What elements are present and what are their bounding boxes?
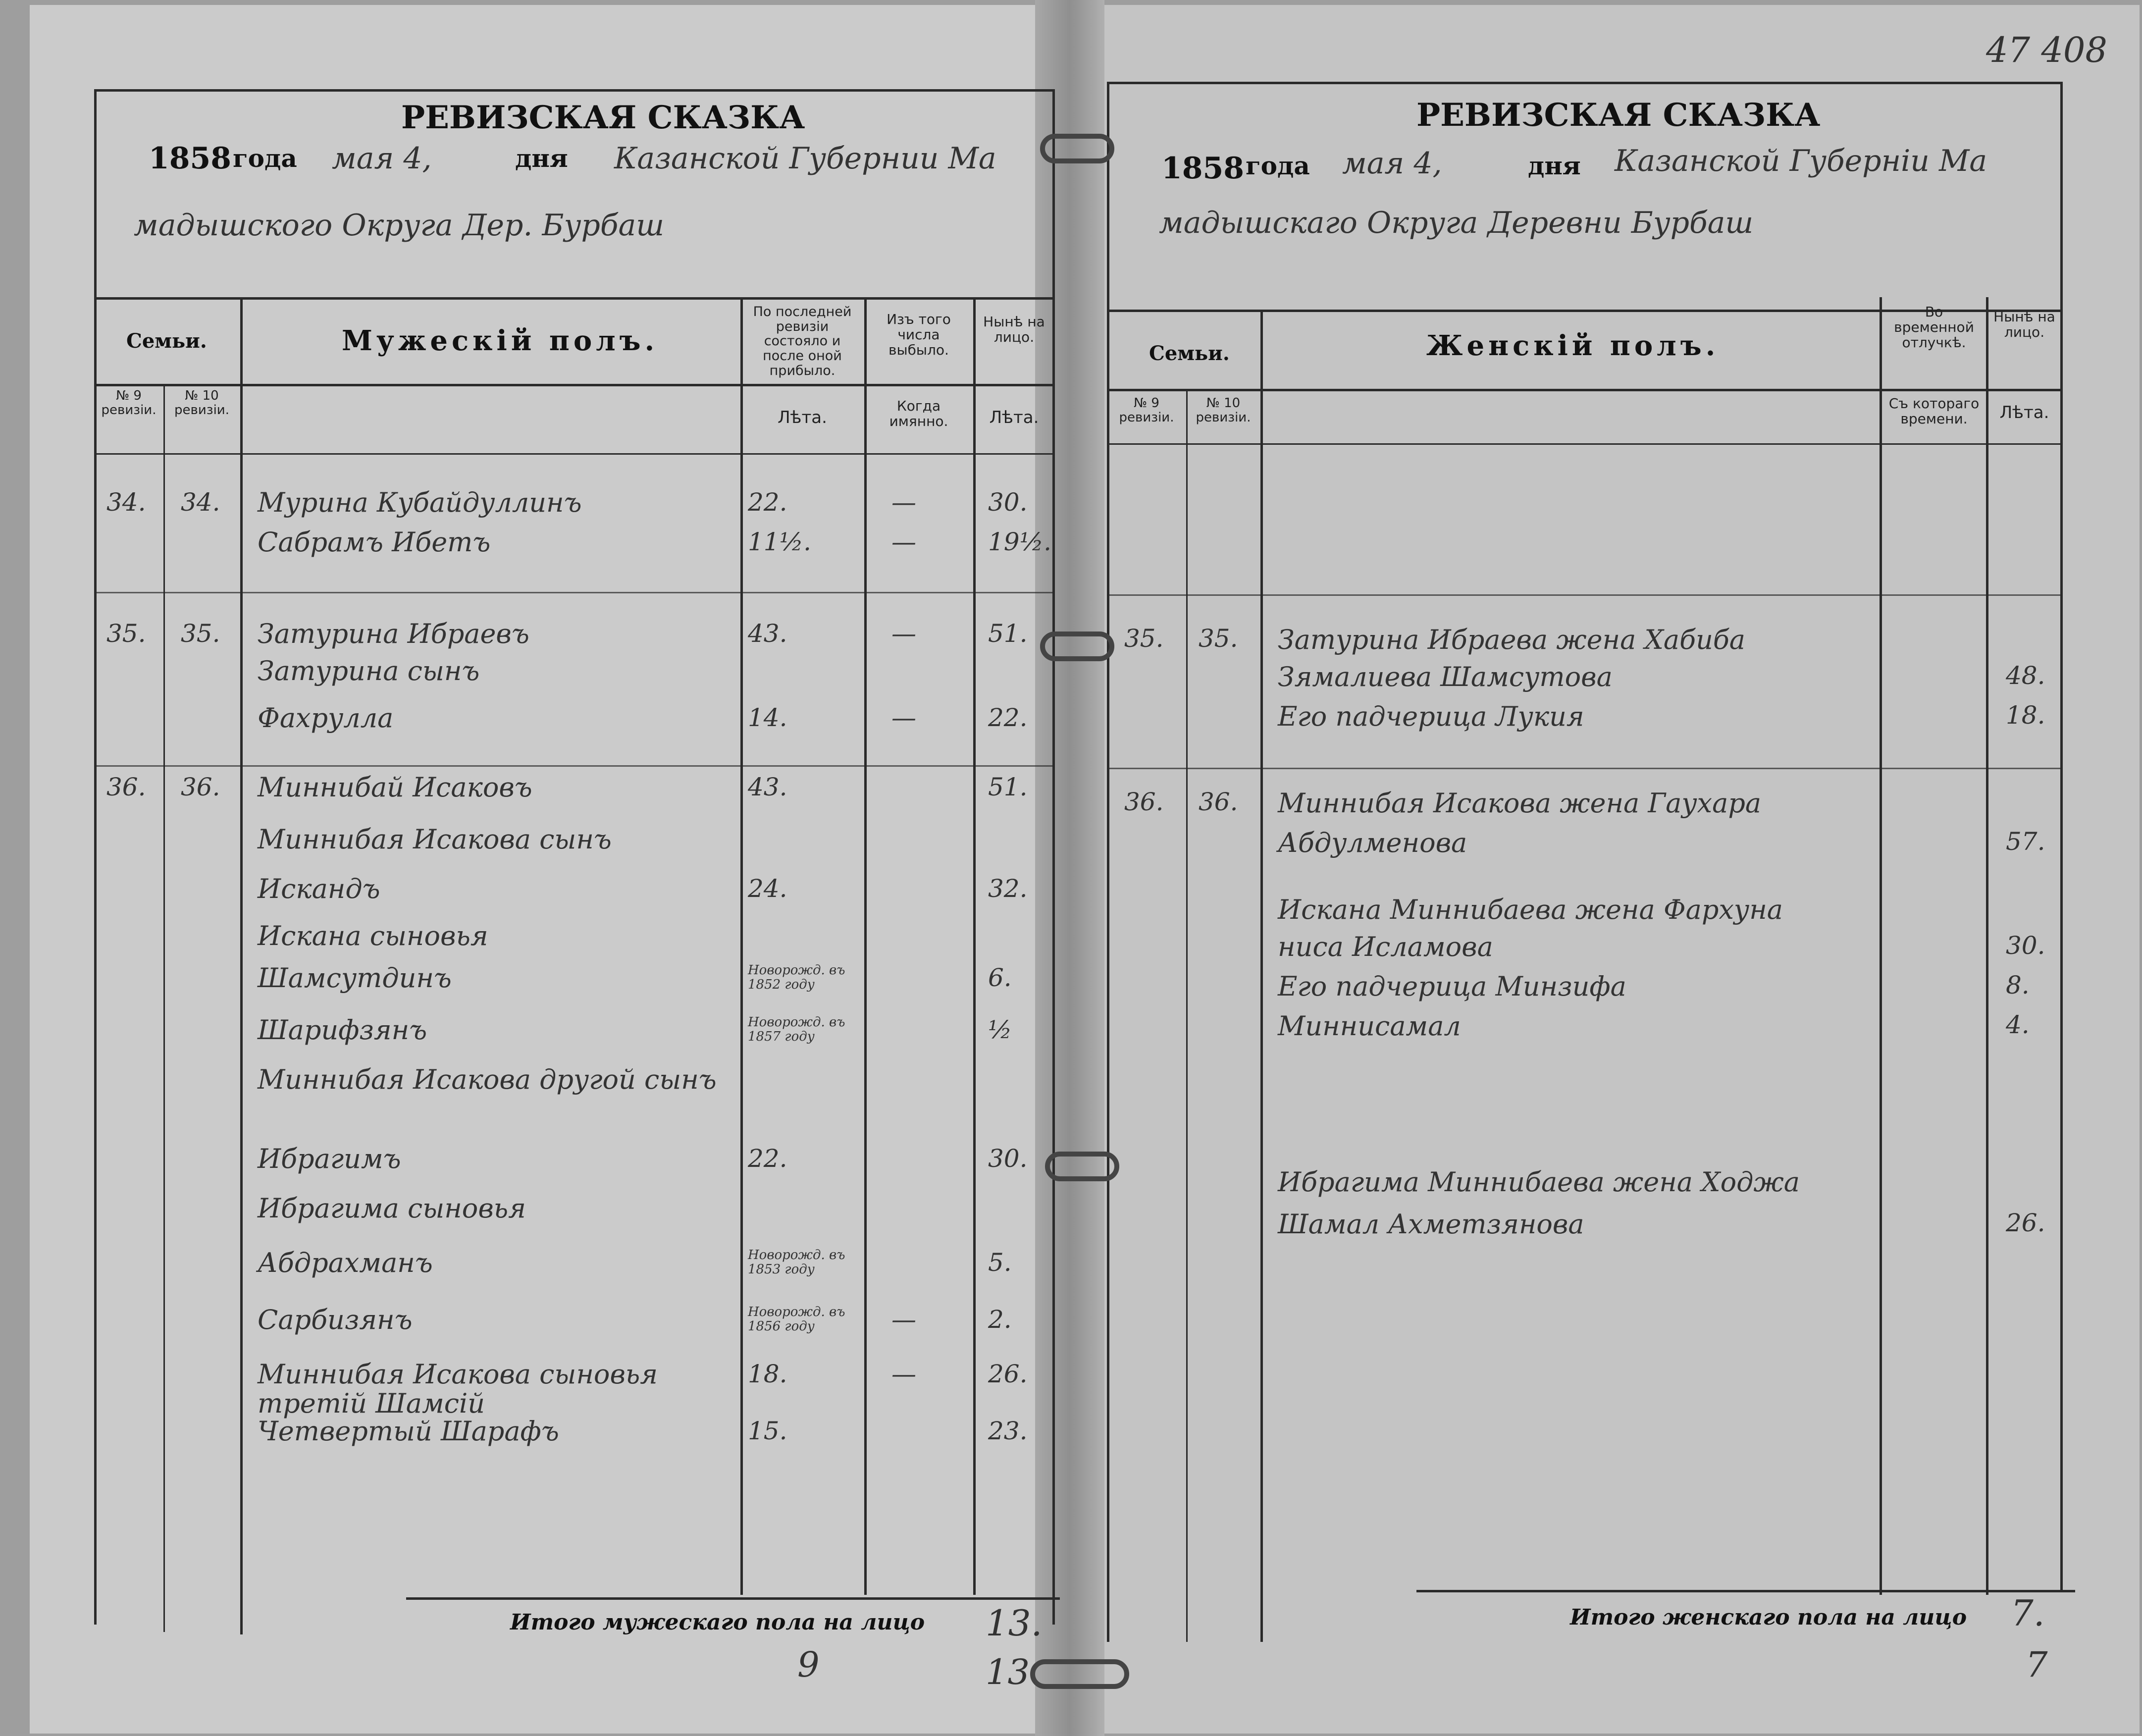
left-h-when: Когда имянно. <box>889 398 948 429</box>
right-row-now: 30. <box>2006 931 2045 960</box>
right-row-n10: 36. <box>1199 788 1238 816</box>
left-row-n10: 34. <box>181 488 220 517</box>
left-row-last: 18. <box>748 1360 787 1388</box>
right-year: 1858 <box>1161 151 1244 186</box>
left-row-name: Затурина сынъ <box>258 655 480 686</box>
right-h-female: Женскій полъ. <box>1426 329 1720 362</box>
left-h-last-revision: По последней ревизіи состояло и после оной прибыло. <box>753 304 852 378</box>
left-row-now: 22. <box>988 703 1028 732</box>
left-row-name: Искандъ <box>258 873 380 904</box>
left-row-name: Сарбизянъ <box>258 1304 413 1335</box>
left-h-families: Семьи. <box>126 329 207 353</box>
left-row-gone: — <box>891 1360 916 1388</box>
left-row-name: Четвертый Шарафъ <box>258 1416 559 1447</box>
right-row-name: Его падчерица Лукия <box>1278 701 1584 732</box>
right-h-families: Семьи. <box>1149 342 1230 365</box>
right-row-now: 57. <box>2006 827 2045 856</box>
right-row-now: 48. <box>2006 661 2045 690</box>
left-below-total-1: 9 <box>797 1644 820 1685</box>
right-year-word: года <box>1246 151 1310 180</box>
left-row-gone: — <box>891 527 916 556</box>
left-row-name: Ибрагимъ <box>258 1143 401 1174</box>
left-row-last: 22. <box>748 1144 787 1173</box>
left-row-name: Абдрахманъ <box>258 1247 433 1278</box>
right-row-name: Ибрагима Миннибаева жена Ходжа <box>1278 1166 1800 1198</box>
left-row-name: Мурина Кубайдуллинъ <box>258 487 582 518</box>
right-date: мая 4, <box>1342 146 1442 181</box>
binding-ring-lower-mid <box>1045 1152 1119 1181</box>
right-row-now: 18. <box>2006 701 2045 730</box>
left-row-name: Затурина Ибраевъ <box>258 618 529 649</box>
left-date: мая 4, <box>332 141 432 176</box>
left-row-last: Новорожд. въ 1856 году <box>748 1305 845 1334</box>
right-h-since: Съ котораго времени. <box>1888 395 1980 427</box>
left-row-name: Шамсутдинъ <box>258 962 452 994</box>
corner-page-number: 47 408 <box>1986 30 2107 70</box>
left-row-name: Шарифзянъ <box>258 1014 427 1046</box>
right-below-total: 7 <box>2026 1644 2048 1685</box>
right-row-now: 8. <box>2006 971 2030 1000</box>
right-row-name: Миннисамал <box>1278 1010 1461 1042</box>
left-row-now: 32. <box>988 874 1028 903</box>
left-place-2: мадышского Округа Дер. Бурбаш <box>134 208 665 243</box>
left-row-now: 30. <box>988 488 1028 517</box>
left-row-gone: — <box>891 703 916 732</box>
left-row-n9: 36. <box>106 773 146 801</box>
left-row-n10: 36. <box>181 773 220 801</box>
right-row-name: Зямалиева Шамсутова <box>1278 661 1613 692</box>
left-total-value: 13. <box>986 1602 1043 1644</box>
left-row-now: 26. <box>988 1360 1028 1388</box>
left-row-n10: 35. <box>181 619 220 648</box>
left-year: 1858 <box>149 141 231 176</box>
left-row-now: 6. <box>988 963 1012 992</box>
right-row-name: Затурина Ибраева жена Хабиба <box>1278 624 1745 655</box>
left-row-now: 2. <box>988 1305 1012 1334</box>
left-row-now: 23. <box>988 1417 1028 1445</box>
left-h-years2: Лѣта. <box>989 408 1039 427</box>
right-h-temp-absent: Во временной отлучкѣ. <box>1894 304 1974 351</box>
left-row-gone: — <box>891 1305 916 1334</box>
left-row-now: 51. <box>988 773 1028 801</box>
right-h-no10: № 10 ревизіи. <box>1196 396 1251 425</box>
left-h-years: Лѣта. <box>778 408 827 427</box>
right-row-name: Шамал Ахметзянова <box>1278 1209 1584 1240</box>
right-row-name: Абдулменова <box>1278 827 1467 858</box>
right-page <box>1080 5 2140 1734</box>
left-row-name: Миннибая Исакова другой сынъ <box>258 1064 717 1095</box>
left-row-now: 51. <box>988 619 1028 648</box>
left-row-name: Искана сыновья <box>258 920 488 951</box>
left-row-gone: — <box>891 619 916 648</box>
binding-ring-bottom <box>1030 1659 1129 1689</box>
left-h-no9: № 9 ревизіи. <box>101 388 157 418</box>
left-row-last: 11½. <box>748 527 811 556</box>
left-total-label: Итого мужескаго пола на лицо <box>510 1610 925 1635</box>
right-day-word: дня <box>1528 151 1581 180</box>
right-h-no9: № 9 ревизіи. <box>1119 396 1174 425</box>
left-row-last: Новорожд. въ 1857 году <box>748 1015 845 1044</box>
left-row-last: Новорожд. въ 1853 году <box>748 1248 845 1277</box>
right-total-label: Итого женскаго пола на лицо <box>1570 1605 1967 1630</box>
right-row-n9: 35. <box>1124 624 1164 653</box>
book-gutter <box>1035 0 1104 1736</box>
left-row-now: 30. <box>988 1144 1028 1173</box>
left-row-last: 15. <box>748 1417 787 1445</box>
left-below-total-2: 13 <box>986 1652 1030 1692</box>
left-h-no10: № 10 ревизіи. <box>174 388 229 418</box>
right-row-name: Его падчерица Минзифа <box>1278 971 1626 1002</box>
left-h-now: Нынѣ на лицо. <box>983 314 1045 345</box>
right-place-1: Казанской Губерніи Ма <box>1615 144 1987 178</box>
left-h-left-from: Изъ того числа выбыло. <box>887 311 951 358</box>
left-row-last: 24. <box>748 874 787 903</box>
left-row-name: Миннибая Исакова сыновья третій Шамсій <box>258 1359 658 1420</box>
left-row-name: Сабрамъ Ибетъ <box>258 526 491 558</box>
left-title: РЕВИЗСКАЯ СКАЗКА <box>401 99 805 136</box>
right-total-value: 7. <box>2011 1592 2045 1634</box>
left-row-n9: 35. <box>106 619 146 648</box>
binding-ring-upper-mid <box>1040 631 1114 661</box>
left-row-gone: — <box>891 488 916 517</box>
left-row-now: 5. <box>988 1248 1012 1277</box>
binding-ring-top <box>1040 134 1114 163</box>
left-year-word: года <box>233 144 297 173</box>
left-row-last: 43. <box>748 773 787 801</box>
right-row-now: 4. <box>2006 1010 2030 1039</box>
left-row-last: Новорожд. въ 1852 году <box>748 963 845 992</box>
left-row-name: Фахрулла <box>258 702 394 734</box>
left-row-n9: 34. <box>106 488 146 517</box>
left-place-1: Казанской Губернии Ма <box>614 141 996 176</box>
left-row-name: Миннибай Исаковъ <box>258 772 532 803</box>
right-row-name: Миннибая Исакова жена Гаухара <box>1278 788 1762 819</box>
right-row-name: Искана Миннибаева жена Фархуна <box>1278 894 1783 925</box>
right-h-now: Нынѣ на лицо. <box>1993 309 2055 340</box>
left-row-name: Миннибая Исакова сынъ <box>258 824 612 855</box>
left-row-now: 19½. <box>988 527 1051 556</box>
left-row-last: 22. <box>748 488 787 517</box>
right-row-name: ниса Исламова <box>1278 931 1493 962</box>
left-row-now: ½ <box>988 1015 1012 1044</box>
right-row-now: 26. <box>2006 1209 2045 1237</box>
right-title: РЕВИЗСКАЯ СКАЗКА <box>1416 97 1821 134</box>
right-row-n10: 35. <box>1199 624 1238 653</box>
right-place-2: мадышскаго Округа Деревни Бурбаш <box>1159 206 1754 240</box>
left-page <box>30 5 1065 1734</box>
right-row-n9: 36. <box>1124 788 1164 816</box>
left-row-last: 14. <box>748 703 787 732</box>
left-row-name: Ибрагима сыновья <box>258 1193 526 1224</box>
left-day-word: дня <box>515 144 568 173</box>
left-h-male: Мужескій полъ. <box>342 324 659 357</box>
left-row-last: 43. <box>748 619 787 648</box>
right-h-years: Лѣта. <box>1999 403 2049 422</box>
